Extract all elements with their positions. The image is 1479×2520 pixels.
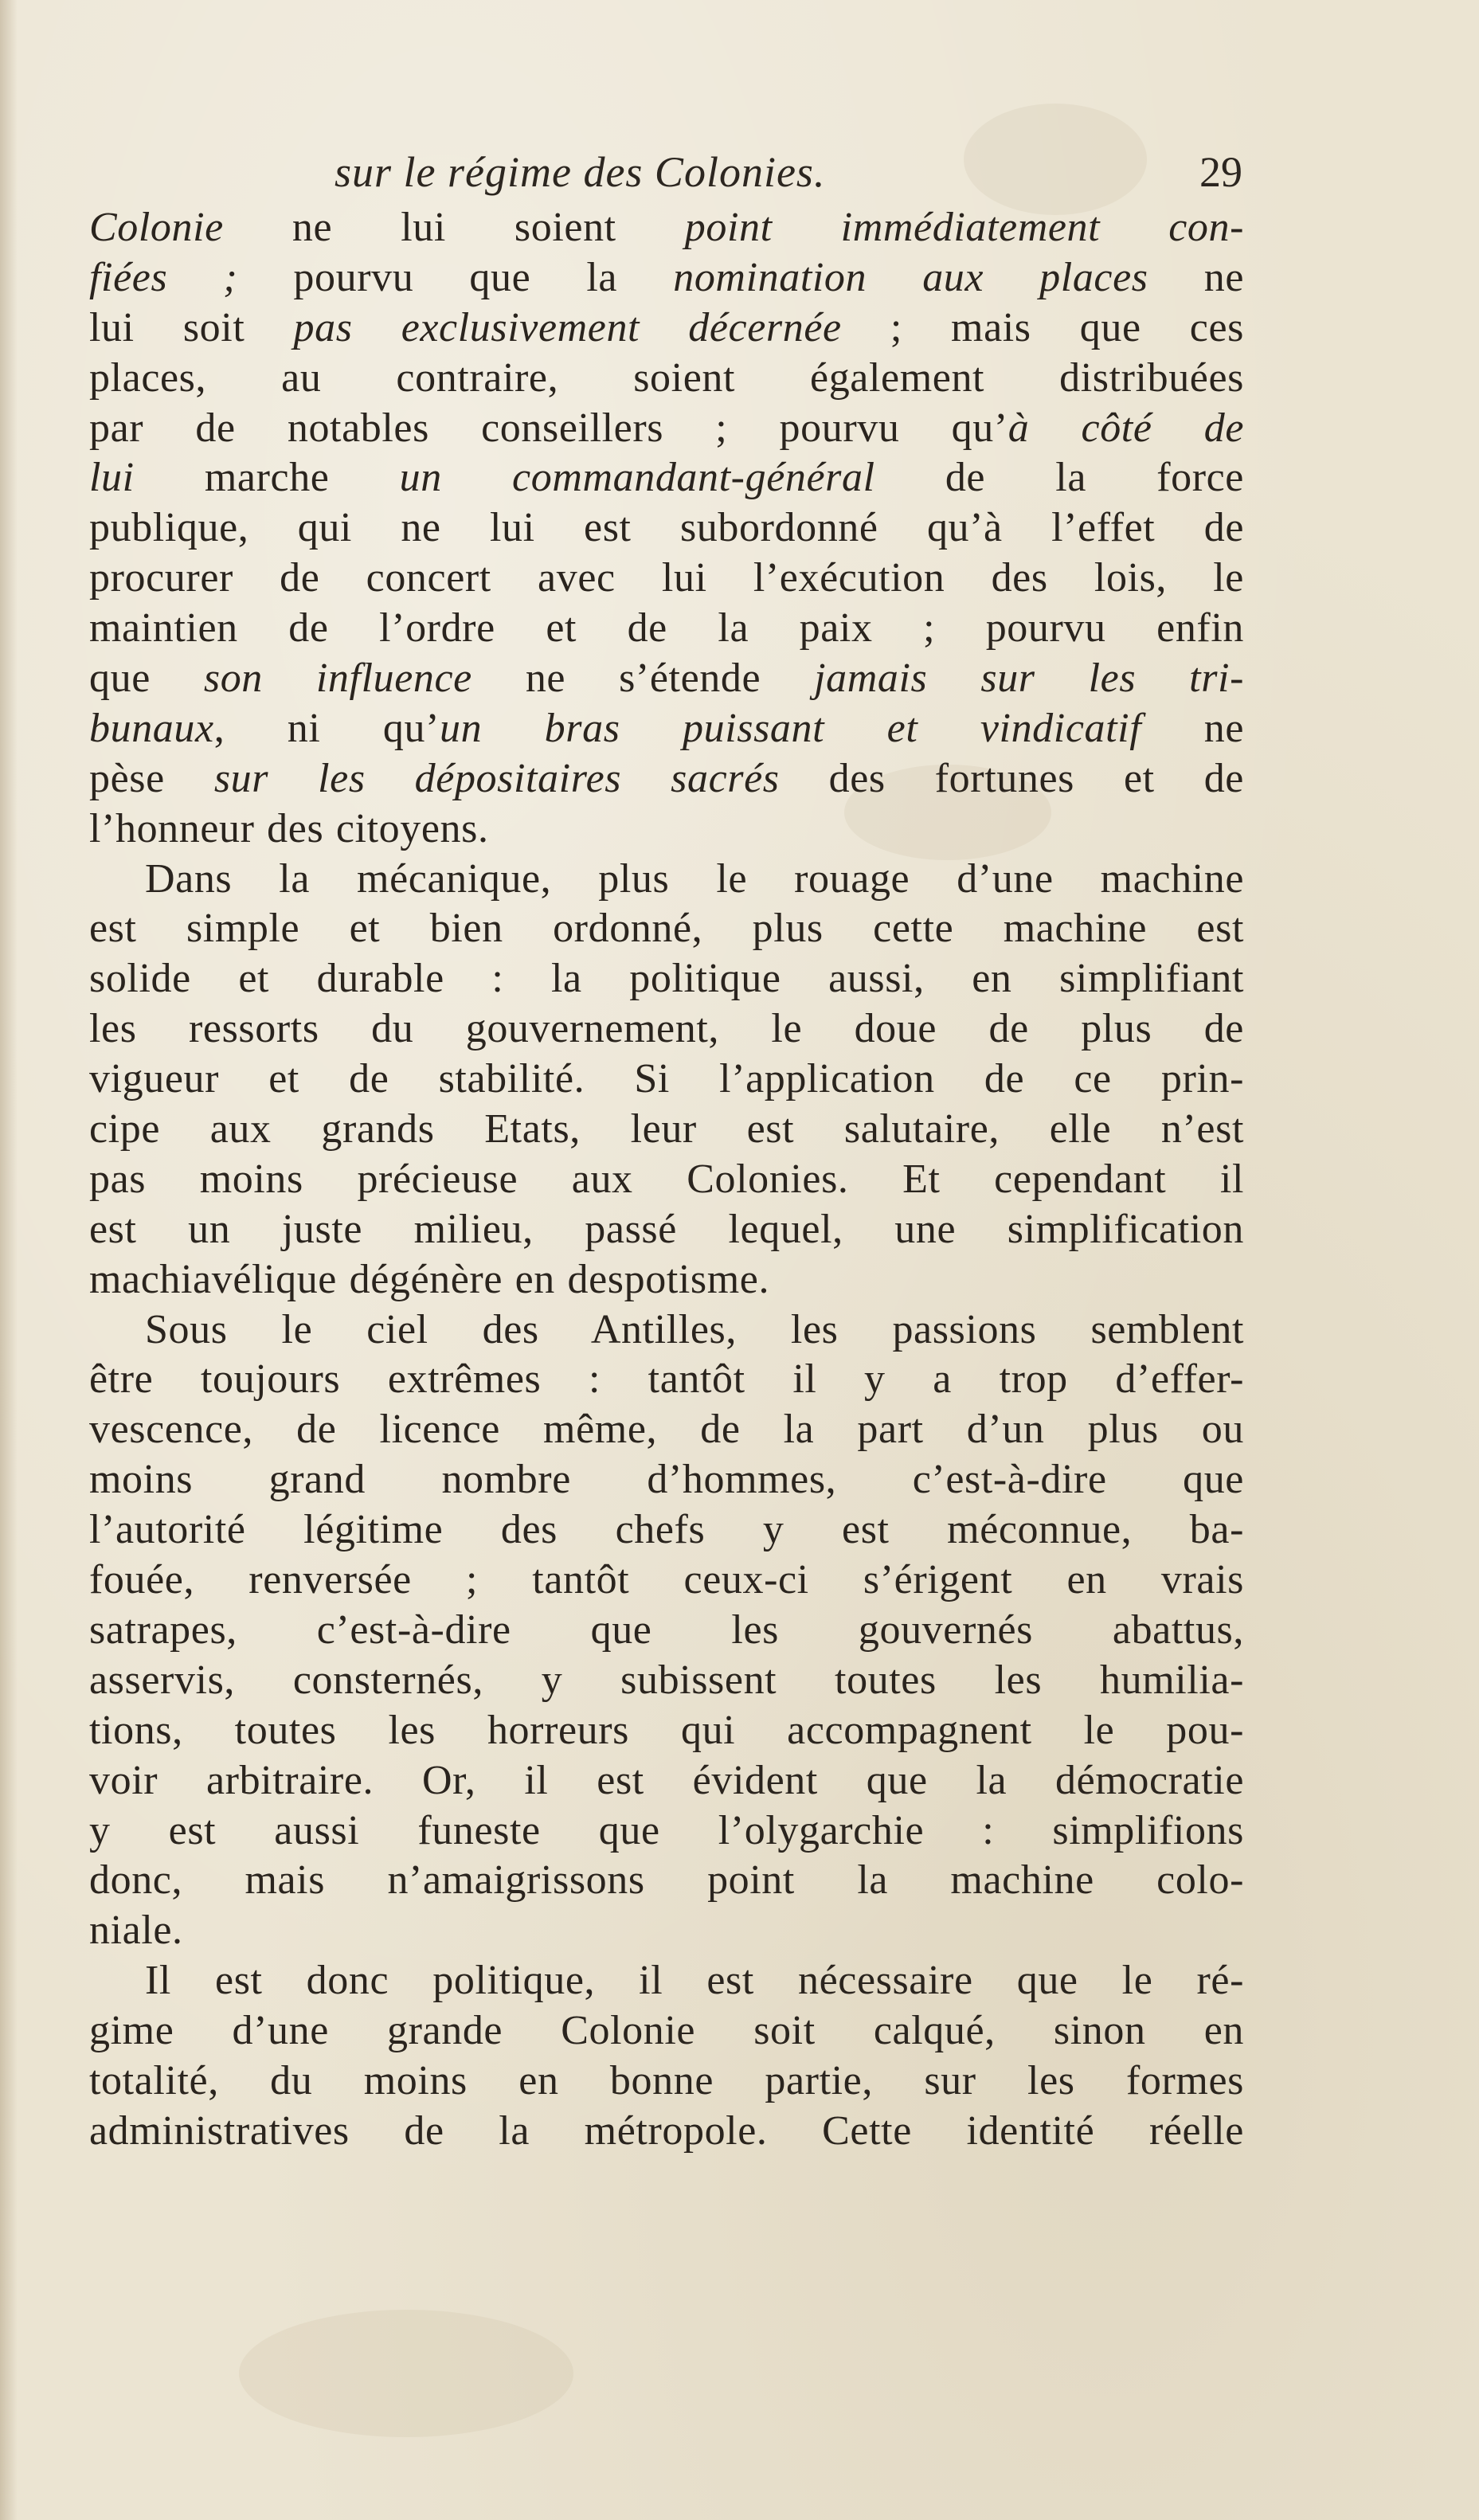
roman-text: vigueur et de stabilité. Si l’application de ce prin- [89, 1056, 1244, 1102]
roman-text: être toujours extrêmes : tantôt il y a trop d’effer- [89, 1356, 1244, 1403]
roman-text: des fortunes et de [779, 755, 1244, 801]
roman-text: l’autorité légitime des chefs y est méconnue, ba- [89, 1507, 1244, 1553]
text-line [89, 2107, 1244, 2157]
text-line [89, 804, 1244, 855]
running-head [199, 147, 1242, 211]
italic-text: pas exclusivement décernée [293, 304, 842, 350]
text-line [89, 654, 1244, 704]
text-line [89, 1806, 1244, 1857]
roman-text: est un juste milieu, passé lequel, une simplification [89, 1206, 1244, 1252]
italic-text: nomination aux places [673, 254, 1148, 300]
italic-text: jamais sur les tri- [814, 655, 1244, 702]
roman-text: donc, mais n’amaigrissons point la machine colo- [89, 1857, 1244, 1904]
text-line [89, 1305, 1244, 1356]
roman-text: administratives de la métropole. Cette identité réelle [89, 2107, 1244, 2154]
text-line [89, 1105, 1244, 1155]
roman-text: gime d’une grande Colonie soit calqué, sinon en [89, 2008, 1244, 2054]
roman-text: machiavélique dégénère en despotisme. [89, 1256, 770, 1302]
italic-text: Colonie [89, 205, 224, 250]
text-line [89, 404, 1244, 454]
roman-text: publique, qui ne lui est subordonné qu’à l’effet de [89, 505, 1244, 551]
text-line [89, 1856, 1244, 1906]
text-line [89, 754, 1244, 804]
text-line [89, 203, 1244, 253]
roman-text: niale. [89, 1908, 183, 1954]
roman-text: de la force [874, 455, 1244, 501]
roman-text: asservis, consternés, y subissent toutes les humilia- [89, 1657, 1244, 1703]
roman-text: places, au contraire, soient également distribuées [89, 354, 1244, 401]
roman-text: procurer de concert avec lui l’exécution des lois, le [89, 555, 1244, 601]
roman-text: lui soit [89, 304, 294, 350]
roman-text: que [89, 655, 204, 702]
roman-text: maintien de l’ordre et de la paix ; pourvu enfin [89, 605, 1244, 652]
page-edge-shadow [0, 0, 18, 2520]
text-line [89, 554, 1244, 604]
text-line [89, 1255, 1244, 1305]
text-line [89, 453, 1244, 503]
roman-text: Dans la mécanique, plus le rouage d’une machine [145, 855, 1244, 902]
text-line [89, 1004, 1244, 1055]
paper-stain [239, 2310, 573, 2437]
roman-text: , ni qu’ [213, 705, 440, 751]
roman-text: ; mais que ces [841, 304, 1244, 350]
italic-text: sur les dépositaires sacrés [213, 755, 780, 801]
roman-text: Il est donc politique, il est nécessaire que le ré- [145, 1958, 1244, 2004]
roman-text: ne [1148, 254, 1244, 300]
text-line [89, 1205, 1244, 1255]
running-title: sur le régime des Colonies. [335, 148, 826, 196]
text-line [89, 1656, 1244, 1706]
text-line [89, 855, 1244, 905]
italic-text: un commandant-général [399, 455, 875, 501]
italic-text: lui [89, 455, 135, 501]
roman-text: vescence, de licence même, de la part d’un plus ou [89, 1407, 1244, 1453]
roman-text: ne s’étende [471, 655, 815, 702]
italic-text: fiées ; [89, 254, 238, 300]
roman-text: par de notables conseillers ; pourvu qu’ [89, 405, 1008, 451]
text-line [89, 1906, 1244, 1956]
text-line [89, 954, 1244, 1004]
italic-text: à côté de [1008, 405, 1244, 451]
text-block [89, 203, 1244, 2157]
italic-text: son influence [203, 655, 472, 702]
text-line [89, 1706, 1244, 1756]
text-line [89, 354, 1244, 404]
roman-text: solide et durable : la politique aussi, en simplifiant [89, 956, 1244, 1002]
roman-text: ne [1141, 705, 1244, 751]
page-number: 29 [1199, 148, 1242, 196]
roman-text: totalité, du moins en bonne partie, sur les formes [89, 2057, 1244, 2103]
roman-text: marche [134, 455, 400, 501]
text-line [89, 1155, 1244, 1205]
roman-text: moins grand nombre d’hommes, c’est-à-dire que [89, 1457, 1244, 1503]
text-line [89, 1956, 1244, 2006]
italic-text: bunaux [89, 705, 214, 751]
text-line [89, 1355, 1244, 1405]
text-line [89, 2056, 1244, 2107]
text-line [89, 503, 1244, 554]
text-line [89, 1455, 1244, 1505]
roman-text: les ressorts du gouvernement, le doue de plus de [89, 1006, 1244, 1052]
roman-text: cipe aux grands Etats, leur est salutaire, elle n’est [89, 1106, 1244, 1152]
text-line [89, 904, 1244, 954]
text-line [89, 2006, 1244, 2056]
roman-text: est simple et bien ordonné, plus cette machine est [89, 906, 1244, 952]
roman-text: fouée, renversée ; tantôt ceux-ci s’érigent en vrais [89, 1557, 1244, 1603]
roman-text: satrapes, c’est-à-dire que les gouvernés abattus, [89, 1606, 1244, 1653]
roman-text: pourvu que la [237, 254, 674, 300]
text-line [89, 704, 1244, 754]
roman-text: pas moins précieuse aux Colonies. Et cependant il [89, 1156, 1244, 1202]
text-line [89, 1606, 1244, 1656]
roman-text: voir arbitraire. Or, il est évident que la démocratie [89, 1757, 1244, 1803]
italic-text: un bras puissant et vindicatif [440, 705, 1142, 751]
roman-text: y est aussi funeste que l’olygarchie : simplifions [89, 1807, 1244, 1853]
italic-text: point immédiatement con- [684, 205, 1244, 250]
roman-text: ne lui soient [223, 205, 685, 250]
text-line [89, 303, 1244, 354]
text-line [89, 253, 1244, 303]
text-line [89, 1756, 1244, 1806]
text-line [89, 1555, 1244, 1606]
roman-text: l’honneur des citoyens. [89, 805, 489, 851]
text-line [89, 604, 1244, 654]
roman-text: tions, toutes les horreurs qui accompagnent le pou- [89, 1707, 1244, 1753]
roman-text: Sous le ciel des Antilles, les passions semblent [145, 1306, 1244, 1352]
text-line [89, 1405, 1244, 1455]
text-line [89, 1505, 1244, 1555]
roman-text: pèse [89, 755, 214, 801]
text-line [89, 1055, 1244, 1105]
